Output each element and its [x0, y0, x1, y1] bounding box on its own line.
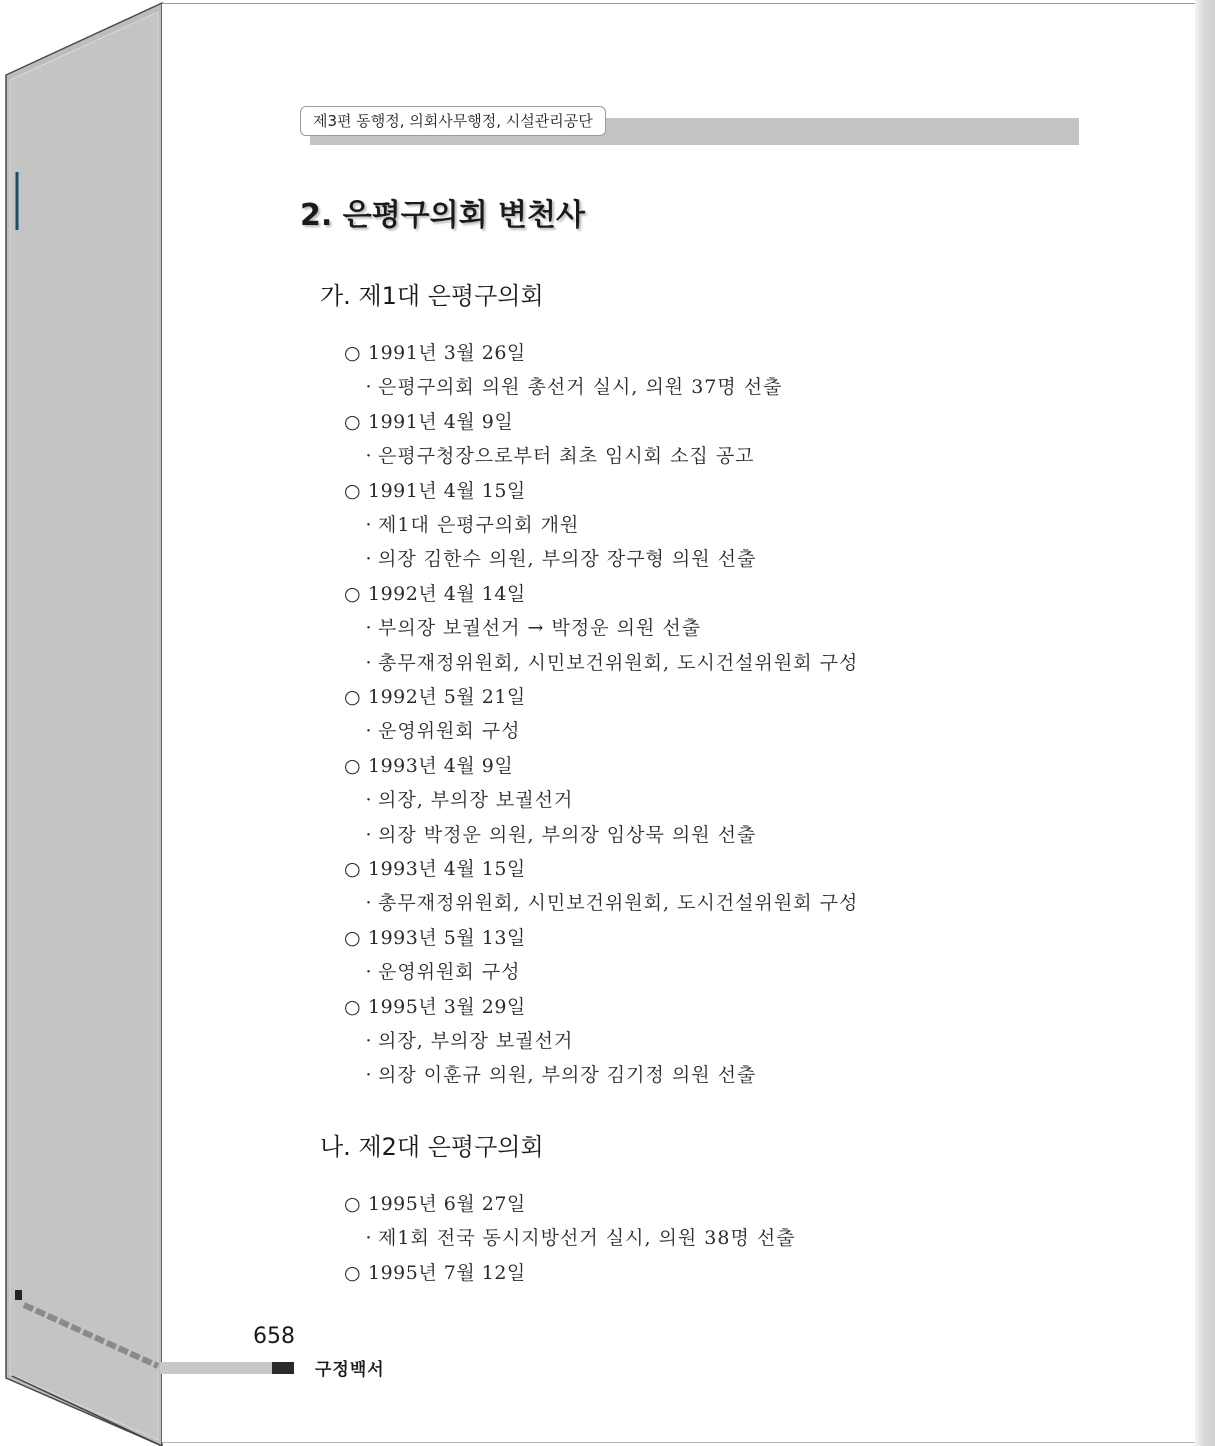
middle-dot-icon: ·: [365, 720, 373, 743]
entry-detail: [360, 510, 579, 537]
entry-date: 1991년 4월 15일: [368, 479, 526, 502]
date-entry: [344, 923, 526, 950]
date-entry: [344, 476, 526, 503]
detail-text: 의장, 부의장 보궐선거: [378, 1030, 574, 1052]
detail-text: 총무재정위원회, 시민보건위원회, 도시건설위원회 구성: [378, 651, 859, 674]
date-entry: [344, 854, 526, 881]
entry-detail: [360, 613, 701, 640]
entry-detail: [360, 716, 521, 743]
entry-detail: [360, 888, 858, 915]
detail-text: 은평구청장으로부터 최초 임시회 소집 공고: [378, 445, 755, 468]
footer-block: [272, 1362, 294, 1374]
middle-dot-icon: ·: [365, 823, 373, 846]
circle-bullet-icon: ○: [344, 410, 362, 433]
detail-text: 은평구의회 의원 총선거 실시, 의원 37명 선출: [378, 376, 783, 399]
entry-date: 1991년 3월 26일: [368, 342, 526, 364]
entry-date: 1995년 7월 12일: [368, 1261, 526, 1284]
date-entry: [344, 992, 526, 1019]
circle-bullet-icon: ○: [344, 479, 362, 502]
middle-dot-icon: ·: [365, 445, 373, 468]
date-entry: [344, 751, 513, 778]
subsection-title: 나. 제2대 은평구의회: [320, 1133, 544, 1161]
detail-text: 의장 김한수 의원, 부의장 장구형 의원 선출: [378, 548, 757, 571]
entry-detail: [360, 1223, 796, 1250]
middle-dot-icon: ·: [365, 1064, 373, 1087]
entry-detail: [360, 544, 756, 571]
middle-dot-icon: ·: [365, 376, 373, 399]
circle-bullet-icon: ○: [344, 686, 362, 708]
middle-dot-icon: ·: [365, 789, 373, 812]
circle-bullet-icon: ○: [344, 1193, 362, 1215]
middle-dot-icon: ·: [365, 1030, 373, 1052]
entry-date: 1993년 4월 9일: [368, 754, 514, 777]
entry-detail: [360, 957, 521, 984]
entry-date: 1995년 6월 27일: [368, 1193, 526, 1215]
detail-text: 제1대 은평구의회 개원: [378, 514, 580, 536]
circle-bullet-icon: ○: [344, 582, 362, 605]
book-title: 구정백서: [315, 1360, 385, 1380]
date-entry: [344, 1189, 526, 1216]
date-entry: [344, 1258, 526, 1285]
circle-bullet-icon: ○: [344, 754, 362, 777]
date-entry: [344, 407, 513, 434]
entry-detail: [360, 648, 858, 675]
page-edge-shadow: [1195, 0, 1215, 1446]
detail-text: 운영위원회 구성: [378, 720, 521, 743]
middle-dot-icon: ·: [365, 961, 373, 984]
middle-dot-icon: ·: [365, 1227, 373, 1250]
middle-dot-icon: ·: [365, 651, 373, 674]
middle-dot-icon: ·: [365, 892, 373, 915]
date-entry: [344, 338, 526, 365]
entry-detail: [360, 441, 755, 468]
entry-date: 1993년 5월 13일: [368, 926, 526, 949]
entry-detail: [360, 1060, 756, 1087]
middle-dot-icon: ·: [365, 514, 373, 536]
middle-dot-icon: ·: [365, 548, 373, 571]
book-spine: [0, 0, 170, 1446]
entry-date: 1991년 4월 9일: [368, 410, 514, 433]
date-entry: [344, 579, 526, 606]
page-number: 658: [253, 1324, 295, 1349]
entry-detail: [360, 785, 573, 812]
entry-date: 1992년 4월 14일: [368, 582, 526, 605]
middle-dot-icon: ·: [365, 617, 373, 640]
detail-text: 의장 이훈규 의원, 부의장 김기정 의원 선출: [378, 1064, 757, 1087]
detail-text: 운영위원회 구성: [378, 961, 521, 984]
entry-detail: [360, 1026, 573, 1053]
entry-detail: [360, 820, 756, 847]
entry-detail: [360, 372, 782, 399]
detail-text: 부의장 보궐선거 → 박정운 의원 선출: [378, 617, 702, 640]
circle-bullet-icon: ○: [344, 926, 362, 949]
entry-date: 1993년 4월 15일: [368, 858, 526, 880]
section-title: 2. 은평구의회 변천사: [300, 198, 585, 233]
circle-bullet-icon: ○: [344, 342, 362, 364]
circle-bullet-icon: ○: [344, 995, 362, 1018]
chapter-header: 제3편 동행정, 의회사무행정, 시설관리공단: [300, 106, 606, 136]
detail-text: 의장, 부의장 보궐선거: [378, 789, 574, 812]
date-entry: [344, 682, 526, 709]
subsection-title: 가. 제1대 은평구의회: [320, 282, 544, 310]
detail-text: 의장 박정운 의원, 부의장 임상묵 의원 선출: [378, 823, 757, 846]
circle-bullet-icon: ○: [344, 1261, 362, 1284]
circle-bullet-icon: ○: [344, 858, 362, 880]
footer-bar: [160, 1362, 272, 1374]
detail-text: 제1회 전국 동시지방선거 실시, 의원 38명 선출: [378, 1227, 796, 1250]
entry-date: 1995년 3월 29일: [368, 995, 526, 1018]
entry-date: 1992년 5월 21일: [368, 686, 526, 708]
detail-text: 총무재정위원회, 시민보건위원회, 도시건설위원회 구성: [378, 892, 859, 915]
